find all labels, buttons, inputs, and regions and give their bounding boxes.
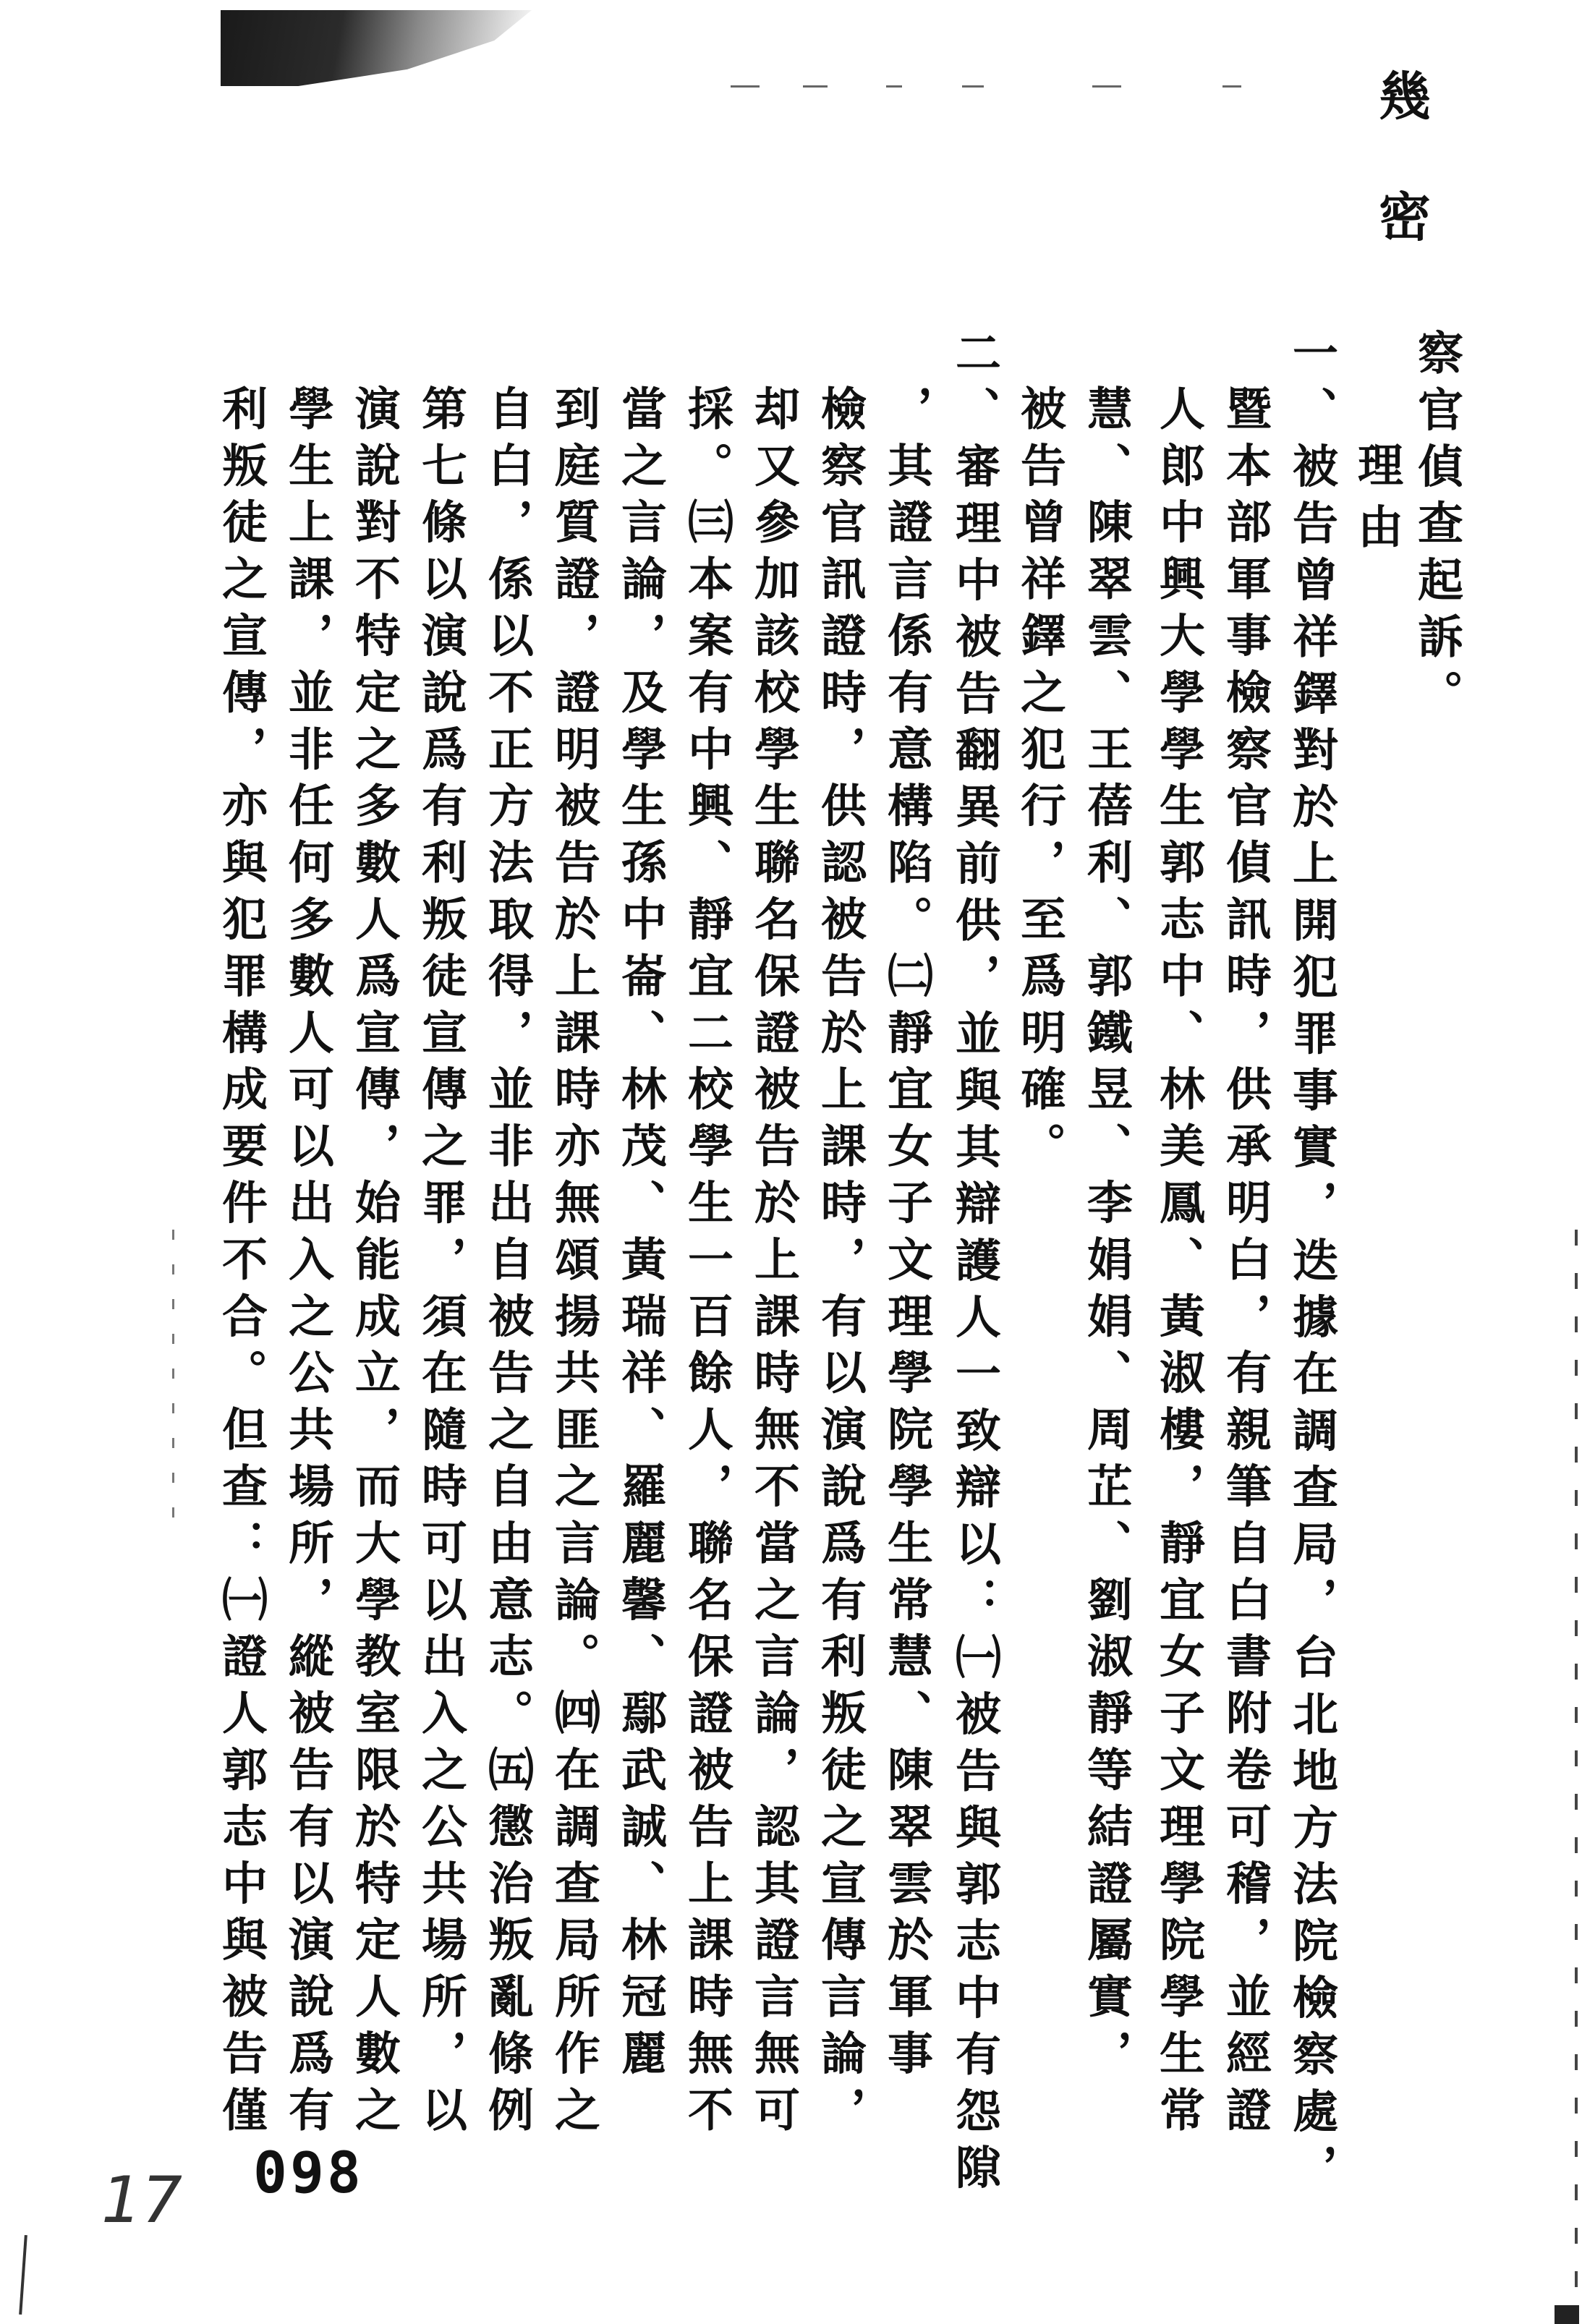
scan-smudge bbox=[221, 10, 532, 86]
scan-dash bbox=[962, 85, 984, 88]
page-number: 098 bbox=[253, 2141, 364, 2206]
body-column-9: 却又參加該校學生聯名保證被告於上課時無不當之言論，認其證言無可 bbox=[747, 385, 801, 2143]
scan-dash bbox=[1222, 85, 1241, 88]
scan-dash bbox=[1092, 85, 1121, 88]
body-column-16: 學生上課，並非任何多數人可以出入之公共場所，縱被告有以演說爲有 bbox=[281, 385, 335, 2143]
scan-dash bbox=[803, 85, 828, 88]
body-column-11: 當之言論，及學生孫中崙、林茂、黃瑞祥、羅麗馨、鄢武誠、林冠麗 bbox=[614, 385, 668, 2086]
body-column-14: 第七條以演說爲有利叛徒宣傳之罪，須在隨時可以出入之公共場所，以 bbox=[414, 385, 468, 2143]
body-column-10: 採。㈢本案有中興、靜宜二校學生一百餘人，聯名保證被告上課時無不 bbox=[681, 385, 734, 2143]
body-column-13: 自白，係以不正方法取得，並非出自被告之自由意志。㈤懲治叛亂條例 bbox=[481, 385, 535, 2143]
body-column-6: 二、審理中被告翻異前供，並與其辯護人一致辯以：㈠被告與郭志中有怨隙 bbox=[948, 329, 1002, 2201]
body-column-4: 慧、陳翠雲、王蓓利、郭鐵昱、李娟娟、周芷、劉淑靜等結證屬實， bbox=[1080, 385, 1134, 2086]
body-column-7: ，其證言係有意構陷。㈡靜宜女子文理學院學生常慧、陳翠雲於軍事 bbox=[880, 385, 934, 2086]
scan-edge-right bbox=[1575, 1230, 1578, 2315]
body-column-3: 人郎中興大學學生郭志中、林美鳳、黃淑樓，靜宜女子文理學院學生常 bbox=[1152, 385, 1206, 2143]
section-heading: 理由 bbox=[1351, 441, 1404, 564]
handwritten-stroke bbox=[19, 2235, 27, 2315]
body-column-1: 一、被告曾祥鐸對於上開犯罪事實，迭據在調查局，台北地方法院檢察處， bbox=[1285, 329, 1339, 2201]
scan-dash bbox=[731, 85, 760, 88]
body-column-5: 被告曾祥鐸之犯行，至爲明確。 bbox=[1013, 385, 1067, 1179]
body-column-17: 利叛徒之宣傳，亦與犯罪構成要件不合。但查：㈠證人郭志中與被告僅 bbox=[215, 385, 268, 2143]
handwritten-note: 17 bbox=[101, 2163, 182, 2237]
body-column-15: 演說對不特定之多數人爲宣傳，始能成立，而大學教室限於特定人數之 bbox=[348, 385, 401, 2143]
title-column: 察官偵查起訴。 bbox=[1411, 329, 1464, 726]
header-char-1: 幾 bbox=[1370, 69, 1432, 121]
body-column-8: 檢察官訊證時，供認被告於上課時，有以演說爲有利叛徒之宣傳言論， bbox=[814, 385, 867, 2143]
scan-dash bbox=[886, 85, 902, 88]
header-char-2: 密 bbox=[1370, 190, 1432, 242]
scan-edge-left bbox=[172, 1230, 174, 1533]
corner-mark bbox=[1555, 2305, 1579, 2324]
body-column-2: 暨本部軍事檢察官偵訊時，供承明白，有親筆自白書附卷可稽，並經證 bbox=[1219, 385, 1272, 2143]
body-column-12: 到庭質證，證明被告於上課時亦無頌揚共匪之言論。㈣在調查局所作之 bbox=[548, 385, 601, 2143]
